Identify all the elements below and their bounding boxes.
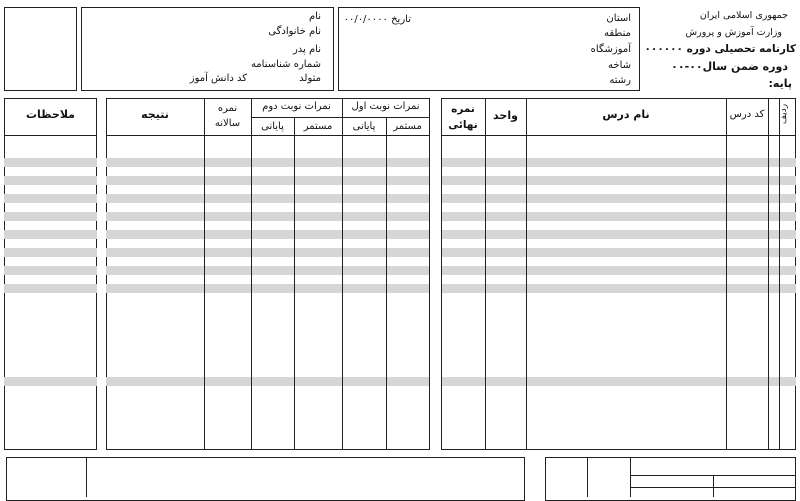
student-info-box <box>81 7 334 91</box>
row-stripe <box>441 377 796 386</box>
father-name-label: نام پدر <box>292 44 321 55</box>
row-stripe <box>4 266 97 275</box>
first-name-label: نام <box>308 11 321 22</box>
row-stripe <box>106 266 429 275</box>
row-stripe <box>441 212 796 221</box>
annual-header-text: نمره سالانه <box>214 103 241 129</box>
org-line1: جمهوری اسلامی ایران <box>699 10 788 21</box>
school-label: آموزشگاه <box>590 44 631 55</box>
date-label: تاریخ ۰۰/۰/۰۰۰۰ <box>343 14 411 25</box>
row-stripe <box>106 158 429 167</box>
branch-label: شاخه <box>608 60 631 71</box>
row-stripe <box>441 176 796 185</box>
last-name-label: نام خانوادگی <box>268 26 321 37</box>
birth-date-label: متولد <box>299 73 321 84</box>
bottom-right-box <box>545 457 796 501</box>
org-line2: وزارت آموزش و پرورش <box>685 27 782 38</box>
grade-label: پایه: <box>768 77 792 90</box>
photo-box <box>4 7 77 91</box>
row-stripe <box>4 284 97 293</box>
unit-header: واحد <box>493 109 518 122</box>
row-stripe <box>441 158 796 167</box>
student-code-label: کد دانش آموز <box>189 73 247 84</box>
row-stripe <box>106 194 429 203</box>
row-stripe <box>441 284 796 293</box>
term-line: دوره ضمن سال۰۰-۰۰ <box>671 60 788 73</box>
bottom-left-box <box>6 457 525 501</box>
id-number-label: شماره شناسنامه <box>250 59 321 70</box>
row-stripe <box>106 230 429 239</box>
result-header: نتیجه <box>141 108 169 121</box>
row-stripe <box>106 176 429 185</box>
school-info-box <box>338 7 640 91</box>
term1-header: نمرات نوبت اول <box>351 101 420 112</box>
row-stripe <box>441 194 796 203</box>
report-title: کارنامه تحصیلی دوره ۰۰۰۰۰۰ <box>644 43 796 55</box>
row-header: ردیف <box>779 103 789 125</box>
row-stripe <box>4 176 97 185</box>
row-stripe <box>4 248 97 257</box>
row-stripe <box>106 377 429 386</box>
row-stripe <box>4 194 97 203</box>
term1-cont-header: مستمر <box>393 121 422 132</box>
field-label: رشته <box>609 75 631 86</box>
term2-final-header: پایانی <box>261 121 284 132</box>
code-header: کد درس <box>729 109 765 120</box>
row-stripe <box>4 230 97 239</box>
region-label: منطقه <box>604 28 631 39</box>
subject-header: نام درس <box>602 108 650 121</box>
row-stripe <box>4 158 97 167</box>
row-stripe <box>4 212 97 221</box>
term2-header: نمرات نوبت دوم <box>262 101 331 112</box>
term1-final-header: پایانی <box>352 121 376 132</box>
final-grade-header <box>441 101 485 133</box>
final-grade-header-text: نمره نهائی <box>448 103 478 131</box>
row-stripe <box>441 230 796 239</box>
annual-header <box>204 101 251 131</box>
row-stripe <box>106 248 429 257</box>
row-stripe <box>441 248 796 257</box>
row-stripe <box>441 266 796 275</box>
province-label: استان <box>606 13 631 24</box>
notes-header: ملاحظات <box>26 108 75 121</box>
row-stripe <box>106 284 429 293</box>
row-stripe <box>106 212 429 221</box>
row-stripe <box>4 377 97 386</box>
term2-cont-header: مستمر <box>303 121 333 132</box>
